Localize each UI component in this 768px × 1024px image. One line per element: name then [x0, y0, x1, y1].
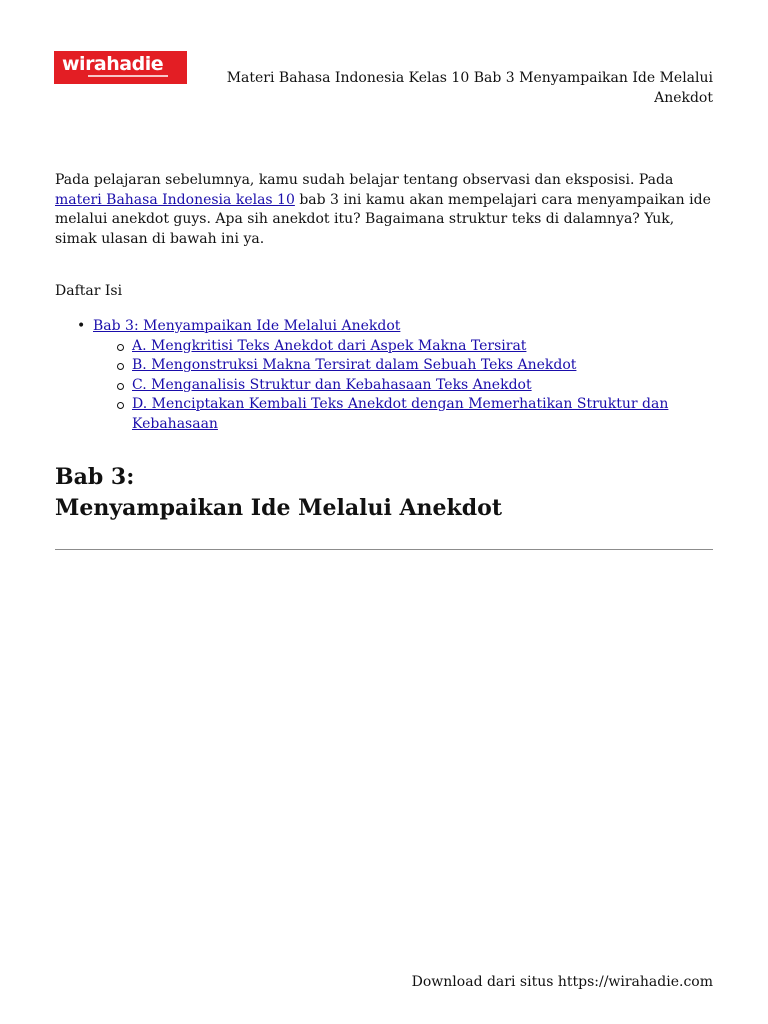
- intro-paragraph: [55, 171, 715, 249]
- toc-link-a[interactable]: A. Mengkritisi Teks Anekdot dari Aspek Makna Tersirat: [132, 337, 527, 354]
- logo-tagline: [88, 75, 168, 77]
- toc-item-bab-3: [55, 317, 715, 434]
- toc-item-b: [93, 356, 715, 376]
- chapter-number: Bab 3:: [55, 464, 135, 490]
- toc-subitems: [93, 337, 715, 435]
- toc-link-c[interactable]: C. Menganalisis Struktur dan Kebahasaan Teks Anekdot: [132, 376, 532, 393]
- toc-item-a: [93, 337, 715, 357]
- logo-text: wirahadie: [62, 53, 164, 75]
- toc-link-d[interactable]: D. Menciptakan Kembali Teks Anekdot dengan Memerhatikan Struktur dan Kebahasaan: [132, 396, 669, 432]
- toc-link-b[interactable]: B. Mengonstruksi Makna Tersirat dalam Sebuah Teks Anekdot: [132, 357, 577, 373]
- table-of-contents: [55, 317, 715, 434]
- materi-link[interactable]: materi Bahasa Indonesia kelas 10: [55, 191, 295, 208]
- chapter-title: Menyampaikan Ide Melalui Anekdot: [55, 495, 502, 521]
- toc-link-bab-3[interactable]: Bab 3: Menyampaikan Ide Melalui Anekdot: [93, 318, 401, 334]
- toc-item-c: [93, 376, 715, 396]
- site-logo: [54, 51, 187, 84]
- chapter-heading: [55, 462, 715, 524]
- document-title: Materi Bahasa Indonesia Kelas 10 Bab 3 Menyampaikan Ide Melalui Anekdot: [226, 70, 713, 106]
- toc-item-d: [93, 395, 715, 434]
- divider: [55, 549, 713, 550]
- footer-text: Download dari situs https://wirahadie.com: [411, 974, 713, 990]
- intro-text-after: bab 3 ini kamu akan mempelajari cara menyampaikan ide melalui anekdot guys. Apa sih anekdot itu? Bagaimana struktur teks di dalamnya? Yuk, simak ulasan di bawah ini ya.: [55, 191, 711, 247]
- intro-text-before: Pada pelajaran sebelumnya, kamu sudah belajar tentang observasi dan eksposisi. Pada: [55, 172, 674, 188]
- toc-heading: Daftar Isi: [55, 283, 123, 299]
